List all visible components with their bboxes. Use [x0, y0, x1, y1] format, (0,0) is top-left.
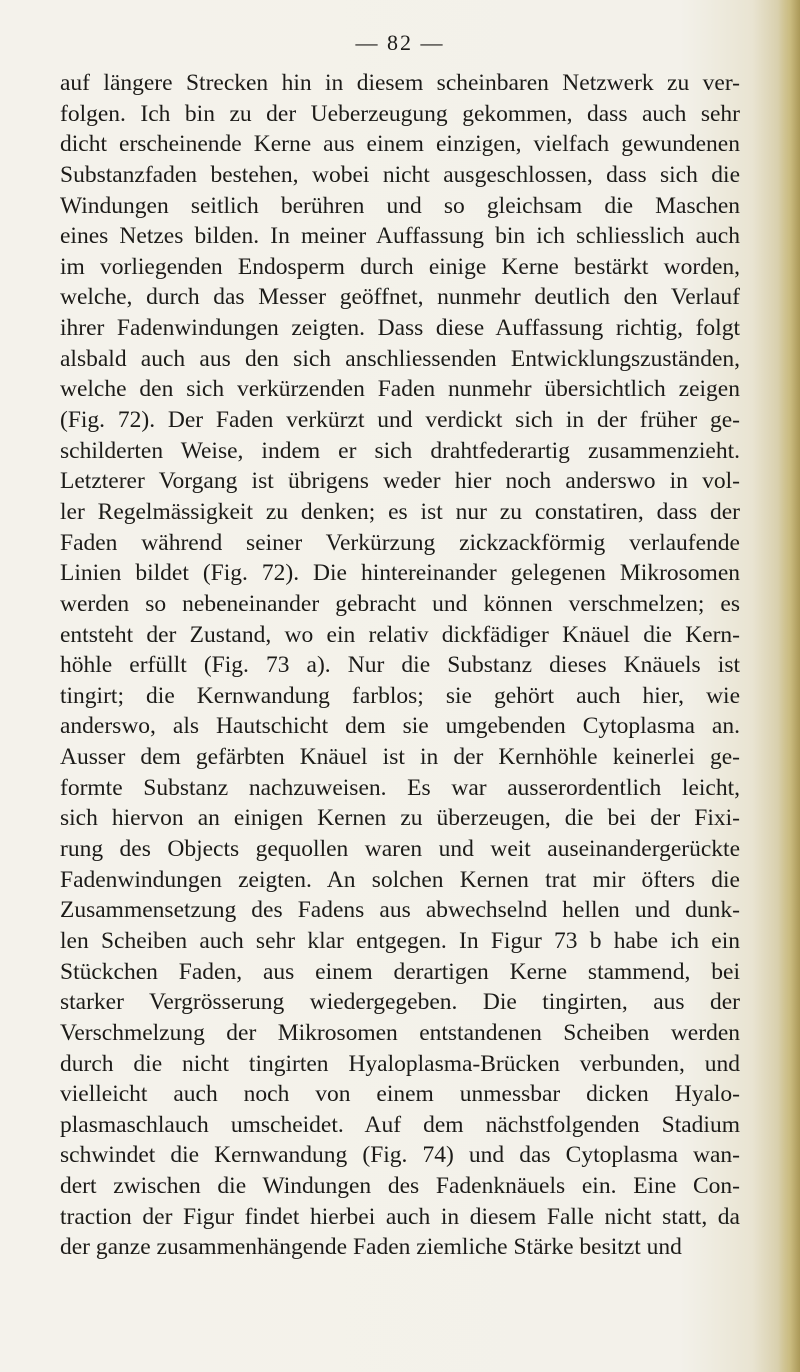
text-line: Letzterer Vorgang ist übrigens weder hier noch anderswo in vol- [60, 468, 740, 495]
page-edge-shading [778, 0, 800, 1372]
page-number: — 82 — [355, 30, 445, 55]
text-line: tingirt; die Kernwandung farblos; sie gehört auch hier, wie [60, 682, 740, 709]
text-line: Windungen seitlich berühren und so gleichsam die Maschen [60, 192, 740, 219]
text-line: vielleicht auch noch von einem unmessbar dicken Hyalo- [60, 1081, 740, 1108]
text-line: entsteht der Zustand, wo ein relativ dickfädiger Knäuel die Kern- [60, 621, 740, 648]
text-line: Ausser dem gefärbten Knäuel ist in der Kernhöhle keinerlei ge- [60, 744, 740, 771]
text-line: Stückchen Faden, aus einem derartigen Kerne stammend, bei [60, 958, 740, 985]
text-line: dicht erscheinende Kerne aus einem einzigen, vielfach gewundenen [60, 131, 740, 158]
text-line: schilderten Weise, indem er sich drahtfederartig zusammenzieht. [60, 437, 740, 464]
text-line: schwindet die Kernwandung (Fig. 74) und das Cytoplasma wan- [60, 1142, 740, 1169]
text-line: welche den sich verkürzenden Faden nunmehr übersichtlich zeigen [60, 376, 740, 403]
text-line: folgen. Ich bin zu der Ueberzeugung gekommen, dass auch sehr [60, 100, 740, 127]
body-text [60, 68, 740, 1263]
text-line: durch die nicht tingirten Hyaloplasma-Brücken verbunden, und [60, 1050, 740, 1077]
text-line: Linien bildet (Fig. 72). Die hintereinander gelegenen Mikrosomen [60, 560, 740, 587]
text-line: der ganze zusammenhängende Faden ziemliche Stärke besitzt und [60, 1234, 682, 1261]
text-line: welche, durch das Messer geöffnet, nunmehr deutlich den Verlauf [60, 284, 740, 311]
text-line: (Fig. 72). Der Faden verkürzt und verdickt sich in der früher ge- [60, 407, 740, 434]
text-line: im vorliegenden Endosperm durch einige Kerne bestärkt worden, [60, 253, 740, 280]
text-line: sich hiervon an einigen Kernen zu überzeugen, die bei der Fixi- [60, 805, 740, 832]
text-line: Substanzfaden bestehen, wobei nicht ausgeschlossen, dass sich die [60, 161, 740, 188]
text-line: werden so nebeneinander gebracht und können verschmelzen; es [60, 590, 740, 617]
text-line: dert zwischen die Windungen des Fadenknäuels ein. Eine Con- [60, 1173, 740, 1200]
text-line: eines Netzes bilden. In meiner Auffassung bin ich schliesslich auch [60, 223, 740, 250]
text-line: Verschmelzung der Mikrosomen entstandenen Scheiben werden [60, 1019, 740, 1046]
text-line: Faden während seiner Verkürzung zickzackförmig verlaufende [60, 529, 740, 556]
text-line: Fadenwindungen zeigten. An solchen Kernen trat mir öfters die [60, 866, 740, 893]
text-line: len Scheiben auch sehr klar entgegen. In Figur 73 b habe ich ein [60, 927, 740, 954]
text-line: anderswo, als Hautschicht dem sie umgebenden Cytoplasma an. [60, 713, 740, 740]
text-line: plasmaschlauch umscheidet. Auf dem nächstfolgenden Stadium [60, 1111, 740, 1138]
text-line: ler Regelmässigkeit zu denken; es ist nur zu constatiren, dass der [60, 498, 740, 525]
text-line: starker Vergrösserung wiedergegeben. Die tingirten, aus der [60, 989, 740, 1016]
text-line: Zusammensetzung des Fadens aus abwechselnd hellen und dunk- [60, 897, 740, 924]
text-line: höhle erfüllt (Fig. 73 a). Nur die Substanz dieses Knäuels ist [60, 652, 740, 679]
text-line: ihrer Fadenwindungen zeigten. Dass diese Auffassung richtig, folgt [60, 315, 740, 342]
text-line: formte Substanz nachzuweisen. Es war ausserordentlich leicht, [60, 774, 740, 801]
text-line: alsbald auch aus den sich anschliessenden Entwicklungszuständen, [60, 345, 740, 372]
text-line: rung des Objects gequollen waren und weit auseinandergerückte [60, 836, 740, 863]
text-line: auf längere Strecken hin in diesem scheinbaren Netzwerk zu ver- [60, 70, 740, 96]
text-line: traction der Figur findet hierbei auch in diesem Falle nicht statt, da [60, 1203, 740, 1230]
